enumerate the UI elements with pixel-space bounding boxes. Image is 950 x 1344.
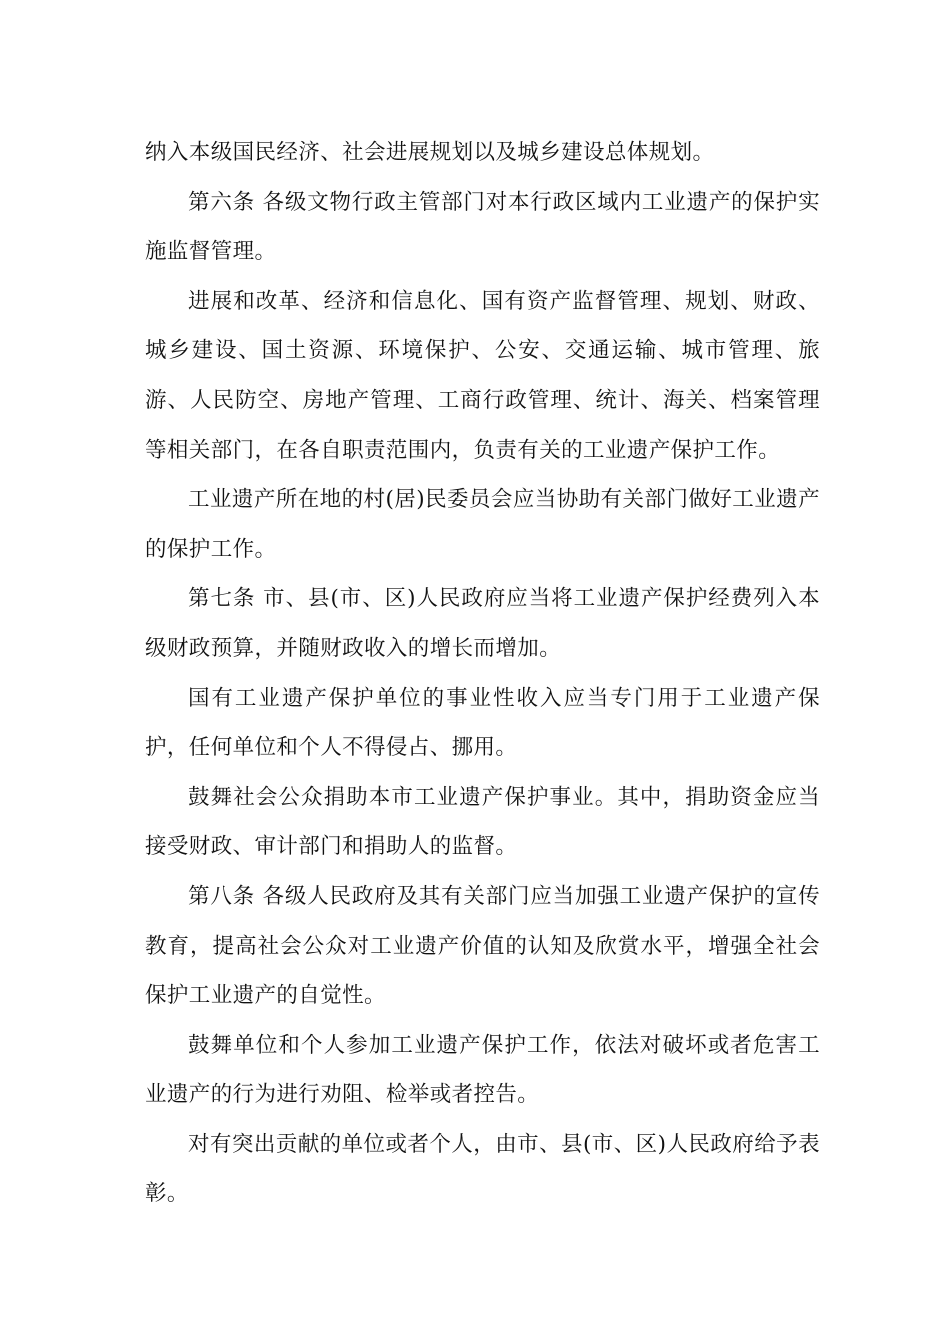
paragraph-article-8: 第八条 各级人民政府及其有关部门应当加强工业遗产保护的宣传教育，提高社会公众对工业遗产价值的认知及欣赏水平，增强全社会保护工业遗产的自觉性。 bbox=[145, 883, 820, 1009]
paragraph-departments: 进展和改革、经济和信息化、国有资产监督管理、规划、财政、城乡建设、国土资源、环境保护、公安、交通运输、城市管理、旅游、人民防空、房地产管理、工商行政管理、统计、海关、档案管理等相关部门，在各自职责范围内，负责有关的工业遗产保护工作。 bbox=[145, 288, 820, 463]
document-body bbox=[145, 128, 820, 1219]
paragraph-village-committee: 工业遗产所在地的村(居)民委员会应当协助有关部门做好工业遗产的保护工作。 bbox=[145, 487, 820, 562]
paragraph-state-owned-income: 国有工业遗产保护单位的事业性收入应当专门用于工业遗产保护，任何单位和个人不得侵占、挪用。 bbox=[145, 685, 820, 761]
paragraph-donations: 鼓舞社会公众捐助本市工业遗产保护事业。其中，捐助资金应当接受财政、审计部门和捐助人的监督。 bbox=[145, 784, 820, 860]
paragraph-commendation: 对有突出贡献的单位或者个人，由市、县(市、区)人民政府给予表彰。 bbox=[145, 1131, 820, 1207]
paragraph-article-7: 第七条 市、县(市、区)人民政府应当将工业遗产保护经费列入本级财政预算，并随财政收入的增长而增加。 bbox=[145, 586, 820, 661]
paragraph-participation: 鼓舞单位和个人参加工业遗产保护工作，依法对破坏或者危害工业遗产的行为进行劝阻、检举或者控告。 bbox=[145, 1032, 820, 1108]
paragraph-continuation: 纳入本级国民经济、社会进展规划以及城乡建设总体规划。 bbox=[145, 140, 715, 165]
paragraph-article-6: 第六条 各级文物行政主管部门对本行政区域内工业遗产的保护实施监督管理。 bbox=[145, 189, 820, 265]
